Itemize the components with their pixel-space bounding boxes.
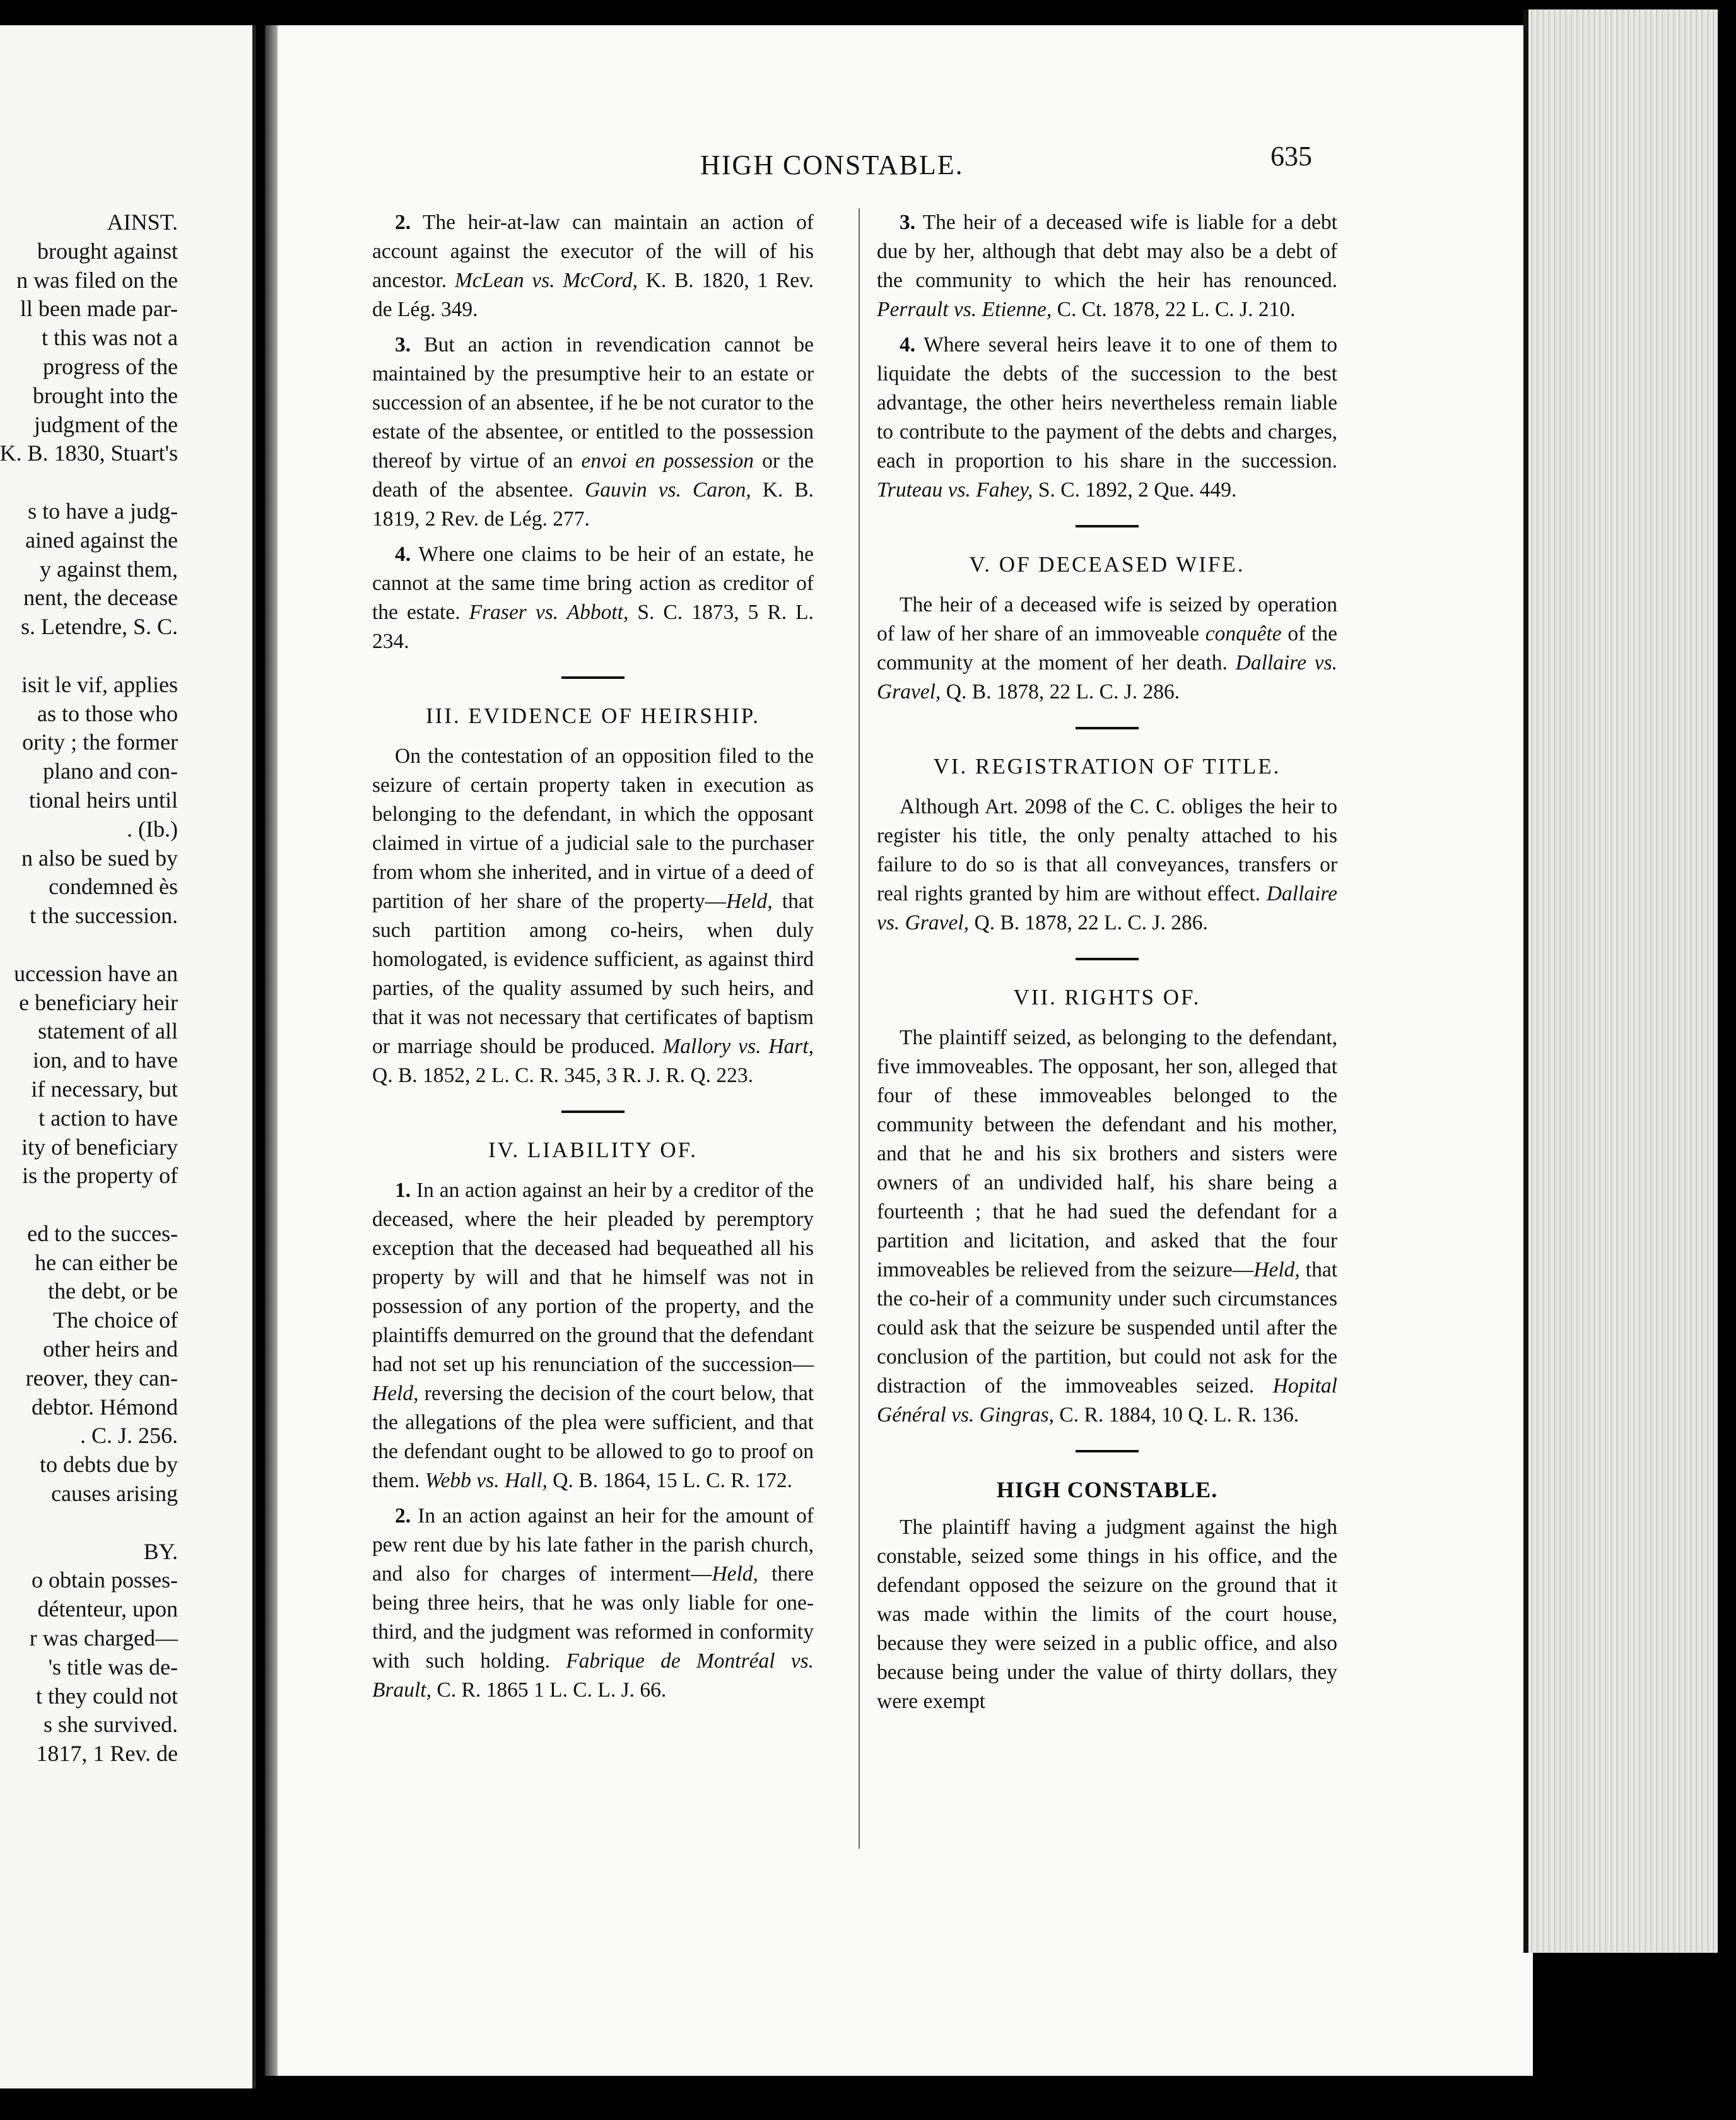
section-separator — [1076, 1450, 1139, 1452]
facing-page-line: to debts due by — [40, 1452, 178, 1478]
facing-page-line: ed to the succes- — [27, 1220, 178, 1246]
facing-page-line: if necessary, but — [31, 1076, 178, 1102]
page-edges — [1523, 9, 1718, 1953]
section-heading-bold: HIGH CONSTABLE. — [996, 1477, 1218, 1502]
paragraph: 1. In an action against an heir by a creditor of the deceased, where the heir pleaded by peremptory exception that the deceased had bequeathed all his property by will and that he himself was not in possession of any portion of the property, and the plaintiffs demurred on the ground that the defendant had not set up his renunciation of the succession—Held, reversing the decision of the court below, that the allegations of the plea were sufficient, and that the defendant ought to be allowed to go to proof on them. Webb vs. Hall, Q. B. 1864, 15 L. C. R. 172. — [372, 1179, 814, 1492]
paragraph: The plaintiff having a judgment against the high constable, seized some things in his office, and the defendant opposed the seizure on the ground that it was made within the limits of the court house, because they were seized in a public office, and also because being under the value of thirty dollars, they were exempt — [877, 1516, 1337, 1713]
facing-page-line: n also be sued by — [21, 845, 178, 871]
section-separator — [561, 1110, 625, 1113]
paragraph: 2. In an action against an heir for the amount of pew rent due by his late father in the parish church, and also for charges of interment—Held, there being three heirs, that he was only liable for one-third, and the judgment was reformed in conformity with such holding. Fabrique de Montréal vs. Brault, C. R. 1865 1 L. C. L. J. 66. — [372, 1504, 814, 1702]
paragraph: The heir of a deceased wife is seized by operation of law of her share of an immoveable conquête of the community at the moment of her death. Dallaire vs. Gravel, Q. B. 1878, 22 L. C. J. 286. — [877, 593, 1338, 704]
facing-page-line: condemned ès — [49, 874, 178, 900]
facing-page-line: as to those who — [37, 700, 178, 726]
facing-page-line: détenteur, upon — [37, 1596, 178, 1622]
section-heading: IV. LIABILITY OF. — [488, 1138, 698, 1162]
right-column — [877, 208, 1337, 1722]
facing-page-line: The choice of — [53, 1307, 178, 1333]
facing-page-line: s she survived. — [44, 1712, 178, 1738]
facing-page-line: n was filed on the — [16, 267, 178, 293]
facing-page-line: BY. — [143, 1538, 178, 1564]
paragraph: 2. The heir-at-law can maintain an action of account against the executor of the will of his ancestor. McLean vs. McCord, K. B. 1820, 1 Rev. de Lég. 349. — [372, 211, 814, 321]
facing-page-line — [0, 468, 178, 497]
section-heading: VI. REGISTRATION OF TITLE. — [933, 754, 1281, 779]
facing-page-line: progress of the — [43, 353, 178, 379]
facing-page-line — [0, 1509, 178, 1538]
facing-page-line: debtor. Hémond — [32, 1394, 178, 1420]
paragraph: 3. But an action in revendication cannot be maintained by the presumptive heir to an estate or succession of an absentee, if he be not curator to the estate of the absentee, or entitled to the possession thereof by virtue of an envoi en possession or the death of the absentee. Gauvin vs. Caron, K. B. 1819, 2 Rev. de Lég. 277. — [372, 333, 814, 531]
facing-page-line: ained against the — [25, 527, 178, 553]
facing-page-line: is the property of — [22, 1163, 178, 1189]
facing-page-line: brought into the — [33, 382, 178, 408]
paragraph: Although Art. 2098 of the C. C. obliges the heir to register his title, the only penalty attached to his failure to do so is that all conveyances, transfers or real rights granted by him are without effect. Dallaire vs. Gravel, Q. B. 1878, 22 L. C. J. 286. — [877, 795, 1338, 934]
facing-page-line: t they could not — [36, 1683, 178, 1709]
facing-page-text — [0, 208, 178, 1769]
facing-page-line: . (Ib.) — [127, 816, 178, 842]
facing-page-line: s. Letendre, S. C. — [21, 614, 178, 640]
facing-page-line: t this was not a — [42, 325, 178, 351]
facing-page-fragment — [0, 25, 256, 2088]
facing-page-line: isit le vif, applies — [21, 671, 178, 697]
facing-page-line: 1817, 1 Rev. de — [36, 1741, 178, 1767]
facing-page-line: other heirs and — [43, 1336, 178, 1362]
section-separator — [1076, 958, 1139, 960]
paragraph: 4. Where several heirs leave it to one of them to liquidate the debts of the succession to the best advantage, the other heirs nevertheless remain liable to contribute to the payment of the debts and charges, each in proportion to his share in the succession. Truteau vs. Fahey, S. C. 1892, 2 Que. 449. — [877, 333, 1337, 502]
facing-page-line: uccession have an — [14, 960, 178, 986]
facing-page-line: t action to have — [38, 1105, 178, 1131]
running-head: HIGH CONSTABLE. — [700, 150, 964, 180]
facing-page-line: o obtain posses- — [32, 1567, 178, 1593]
paragraph: 3. The heir of a deceased wife is liable for a debt due by her, although that debt may also be a debt of the community to which the heir has renounced. Perrault vs. Etienne, C. Ct. 1878, 22 L. C. J. 210. — [877, 211, 1337, 321]
facing-page-line: brought against — [37, 238, 178, 264]
paragraph: 4. Where one claims to be heir of an estate, he cannot at the same time bring action as creditor of the estate. Fraser vs. Abbott, S. C. 1873, 5 R. L. 234. — [372, 543, 814, 653]
facing-page-line: ority ; the former — [22, 729, 178, 755]
facing-page-line: AINST. — [107, 209, 178, 235]
facing-page-line: the debt, or be — [48, 1278, 178, 1304]
facing-page-line: s to have a judg- — [28, 498, 178, 524]
column-rule — [859, 208, 860, 1849]
facing-page-line: judgment of the — [34, 411, 178, 437]
facing-page-line — [0, 931, 178, 960]
paragraph: The plaintiff seized, as belonging to the defendant, five immoveables. The opposant, her son, alleged that four of these immoveables belonged to the community between the defendant and his mother, and that he and his six brothers and sisters were owners of an undivided half, his share being a fourteenth ; that he had sued the defendant for a partition and licitation, and asked that the four immoveables be relieved from the seizure—Held, that the co-heir of a community under such circumstances could ask that the seizure be suspended until after the conclusion of the partition, but could not ask for the distraction of the immoveables seized. Hopital Général vs. Gingras, C. R. 1884, 10 Q. L. R. 136. — [877, 1026, 1338, 1427]
facing-page-line: K. B. 1830, Stuart's — [0, 440, 178, 466]
section-heading: VII. RIGHTS OF. — [1013, 985, 1201, 1010]
facing-page-line: reover, they can- — [25, 1365, 178, 1391]
section-heading: V. OF DECEASED WIFE. — [969, 552, 1245, 577]
facing-page-line: causes arising — [51, 1481, 178, 1507]
facing-page-line: . C. J. 256. — [79, 1423, 178, 1449]
section-separator — [1076, 727, 1139, 729]
facing-page-line: tional heirs until — [29, 787, 178, 813]
left-column — [372, 208, 814, 1711]
facing-page-line: ion, and to have — [33, 1047, 178, 1073]
facing-page-line: ll been made par- — [20, 296, 178, 322]
page-number: 635 — [1270, 141, 1312, 172]
facing-page-line: e beneficiary heir — [19, 989, 178, 1015]
facing-page-line: t the succession. — [30, 903, 178, 929]
facing-page-line: he can either be — [35, 1249, 178, 1275]
section-separator — [561, 676, 625, 679]
facing-page-line: ity of beneficiary — [21, 1134, 178, 1160]
paragraph: On the contestation of an opposition filed to the seizure of certain property taken in execution as belonging to the defendant, in which the opposant claimed in virtue of a judicial sale to the purchaser from whom she inherited, and in virtue of a deed of partition of her share of the property—Held, that such partition among co-heirs, when duly homologated, is evidence sufficient, as against third parties, of the quality assumed by such heirs, and that it was not necessary that certificates of baptism or marriage should be produced. Mallory vs. Hart, Q. B. 1852, 2 L. C. R. 345, 3 R. J. R. Q. 223. — [372, 745, 814, 1087]
facing-page-line — [0, 1191, 178, 1220]
facing-page-line — [0, 642, 178, 671]
facing-page-line: y against them, — [40, 556, 178, 582]
facing-page-line: plano and con- — [43, 758, 178, 784]
facing-page-line: nent, the decease — [23, 585, 178, 611]
facing-page-line: 's title was de- — [48, 1654, 178, 1680]
facing-page-line: statement of all — [38, 1018, 178, 1044]
facing-page-line: r was charged— — [29, 1625, 178, 1651]
section-heading: III. EVIDENCE OF HEIRSHIP. — [425, 704, 761, 728]
section-separator — [1076, 525, 1139, 527]
